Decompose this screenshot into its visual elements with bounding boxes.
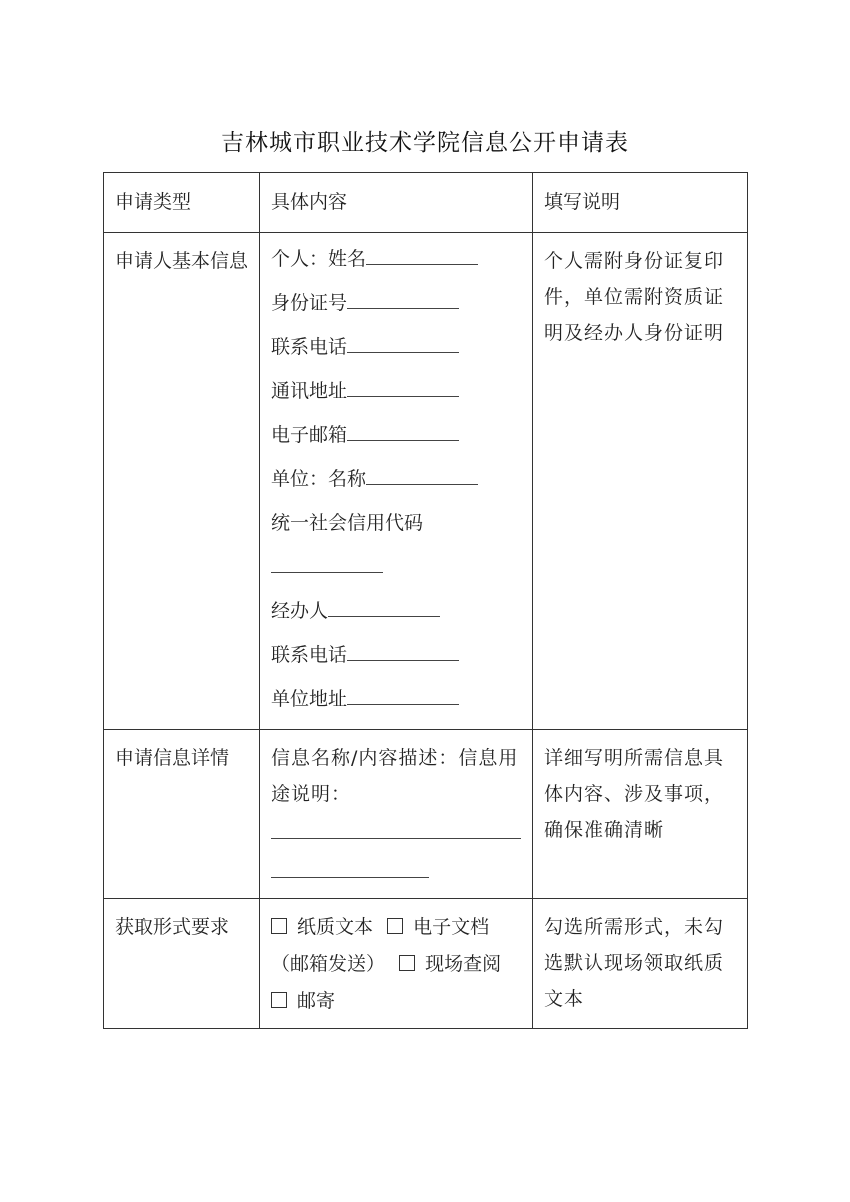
email-field[interactable] [271, 413, 522, 457]
mail-checkbox[interactable] [271, 992, 287, 1008]
email-blank[interactable] [347, 416, 459, 441]
detail-note: 详细写明所需信息具体内容、涉及事项，确保准确清晰 [533, 730, 748, 899]
detail-blank-line-1[interactable] [271, 812, 521, 839]
paper-option-label: 纸质文本 [297, 916, 374, 938]
credit-code-label: 统一社会信用代码 [271, 512, 424, 534]
page-title: 吉林城市职业技术学院信息公开申请表 [221, 130, 629, 156]
detail-content-prompt: 信息名称/内容描述：信息用途说明： [271, 747, 519, 805]
applicant-info-fields [260, 233, 533, 730]
applicant-info-row [104, 233, 748, 730]
detail-content-cell [260, 730, 533, 899]
unit-address-blank[interactable] [347, 680, 459, 705]
phone-field[interactable] [271, 325, 522, 369]
format-label: 获取形式要求 [104, 899, 260, 1029]
format-note: 勾选所需形式，未勾选默认现场领取纸质文本 [533, 899, 748, 1029]
credit-code-blank-line[interactable] [271, 545, 522, 589]
applicant-info-note: 个人需附身份证复印件，单位需附资质证明及经办人身份证明 [533, 233, 748, 730]
format-row [104, 899, 748, 1029]
personal-name-blank[interactable] [366, 240, 478, 265]
paper-checkbox[interactable] [271, 918, 287, 934]
address-label: 通讯地址 [271, 380, 348, 402]
header-content: 具体内容 [260, 173, 533, 233]
unit-name-label: 单位：名称 [271, 468, 367, 490]
format-options-cell [260, 899, 533, 1029]
id-number-field[interactable] [271, 281, 522, 325]
application-form-table [103, 172, 748, 1029]
handler-blank[interactable] [328, 592, 440, 617]
email-label: 电子邮箱 [271, 424, 348, 446]
id-number-blank[interactable] [347, 284, 459, 309]
unit-phone-blank[interactable] [347, 636, 459, 661]
phone-blank[interactable] [347, 328, 459, 353]
address-blank[interactable] [347, 372, 459, 397]
personal-name-label: 个人：姓名 [271, 248, 367, 270]
handler-field[interactable] [271, 589, 522, 633]
id-number-label: 身份证号 [271, 292, 348, 314]
unit-address-label: 单位地址 [271, 688, 348, 710]
unit-name-field[interactable] [271, 457, 522, 501]
unit-phone-label: 联系电话 [271, 644, 348, 666]
address-field[interactable] [271, 369, 522, 413]
header-instructions: 填写说明 [533, 173, 748, 233]
unit-name-blank[interactable] [366, 460, 478, 485]
electronic-checkbox[interactable] [387, 918, 403, 934]
onsite-checkbox[interactable] [399, 955, 415, 971]
unit-address-field[interactable] [271, 677, 522, 721]
phone-label: 联系电话 [271, 336, 348, 358]
header-application-type: 申请类型 [104, 173, 260, 233]
applicant-info-label: 申请人基本信息 [104, 233, 260, 730]
personal-name-field[interactable] [271, 237, 522, 281]
onsite-option-label: 现场查阅 [425, 953, 502, 975]
mail-option-label: 邮寄 [297, 990, 336, 1012]
unit-phone-field[interactable] [271, 633, 522, 677]
credit-code-field[interactable] [271, 501, 522, 545]
table-header-row [104, 173, 748, 233]
handler-label: 经办人 [271, 600, 329, 622]
detail-blank-line-2[interactable] [271, 851, 429, 878]
electronic-option-label: 电子文档（邮箱发送） [271, 916, 490, 975]
detail-row [104, 730, 748, 899]
credit-code-blank[interactable] [271, 548, 383, 573]
detail-label: 申请信息详情 [104, 730, 260, 899]
